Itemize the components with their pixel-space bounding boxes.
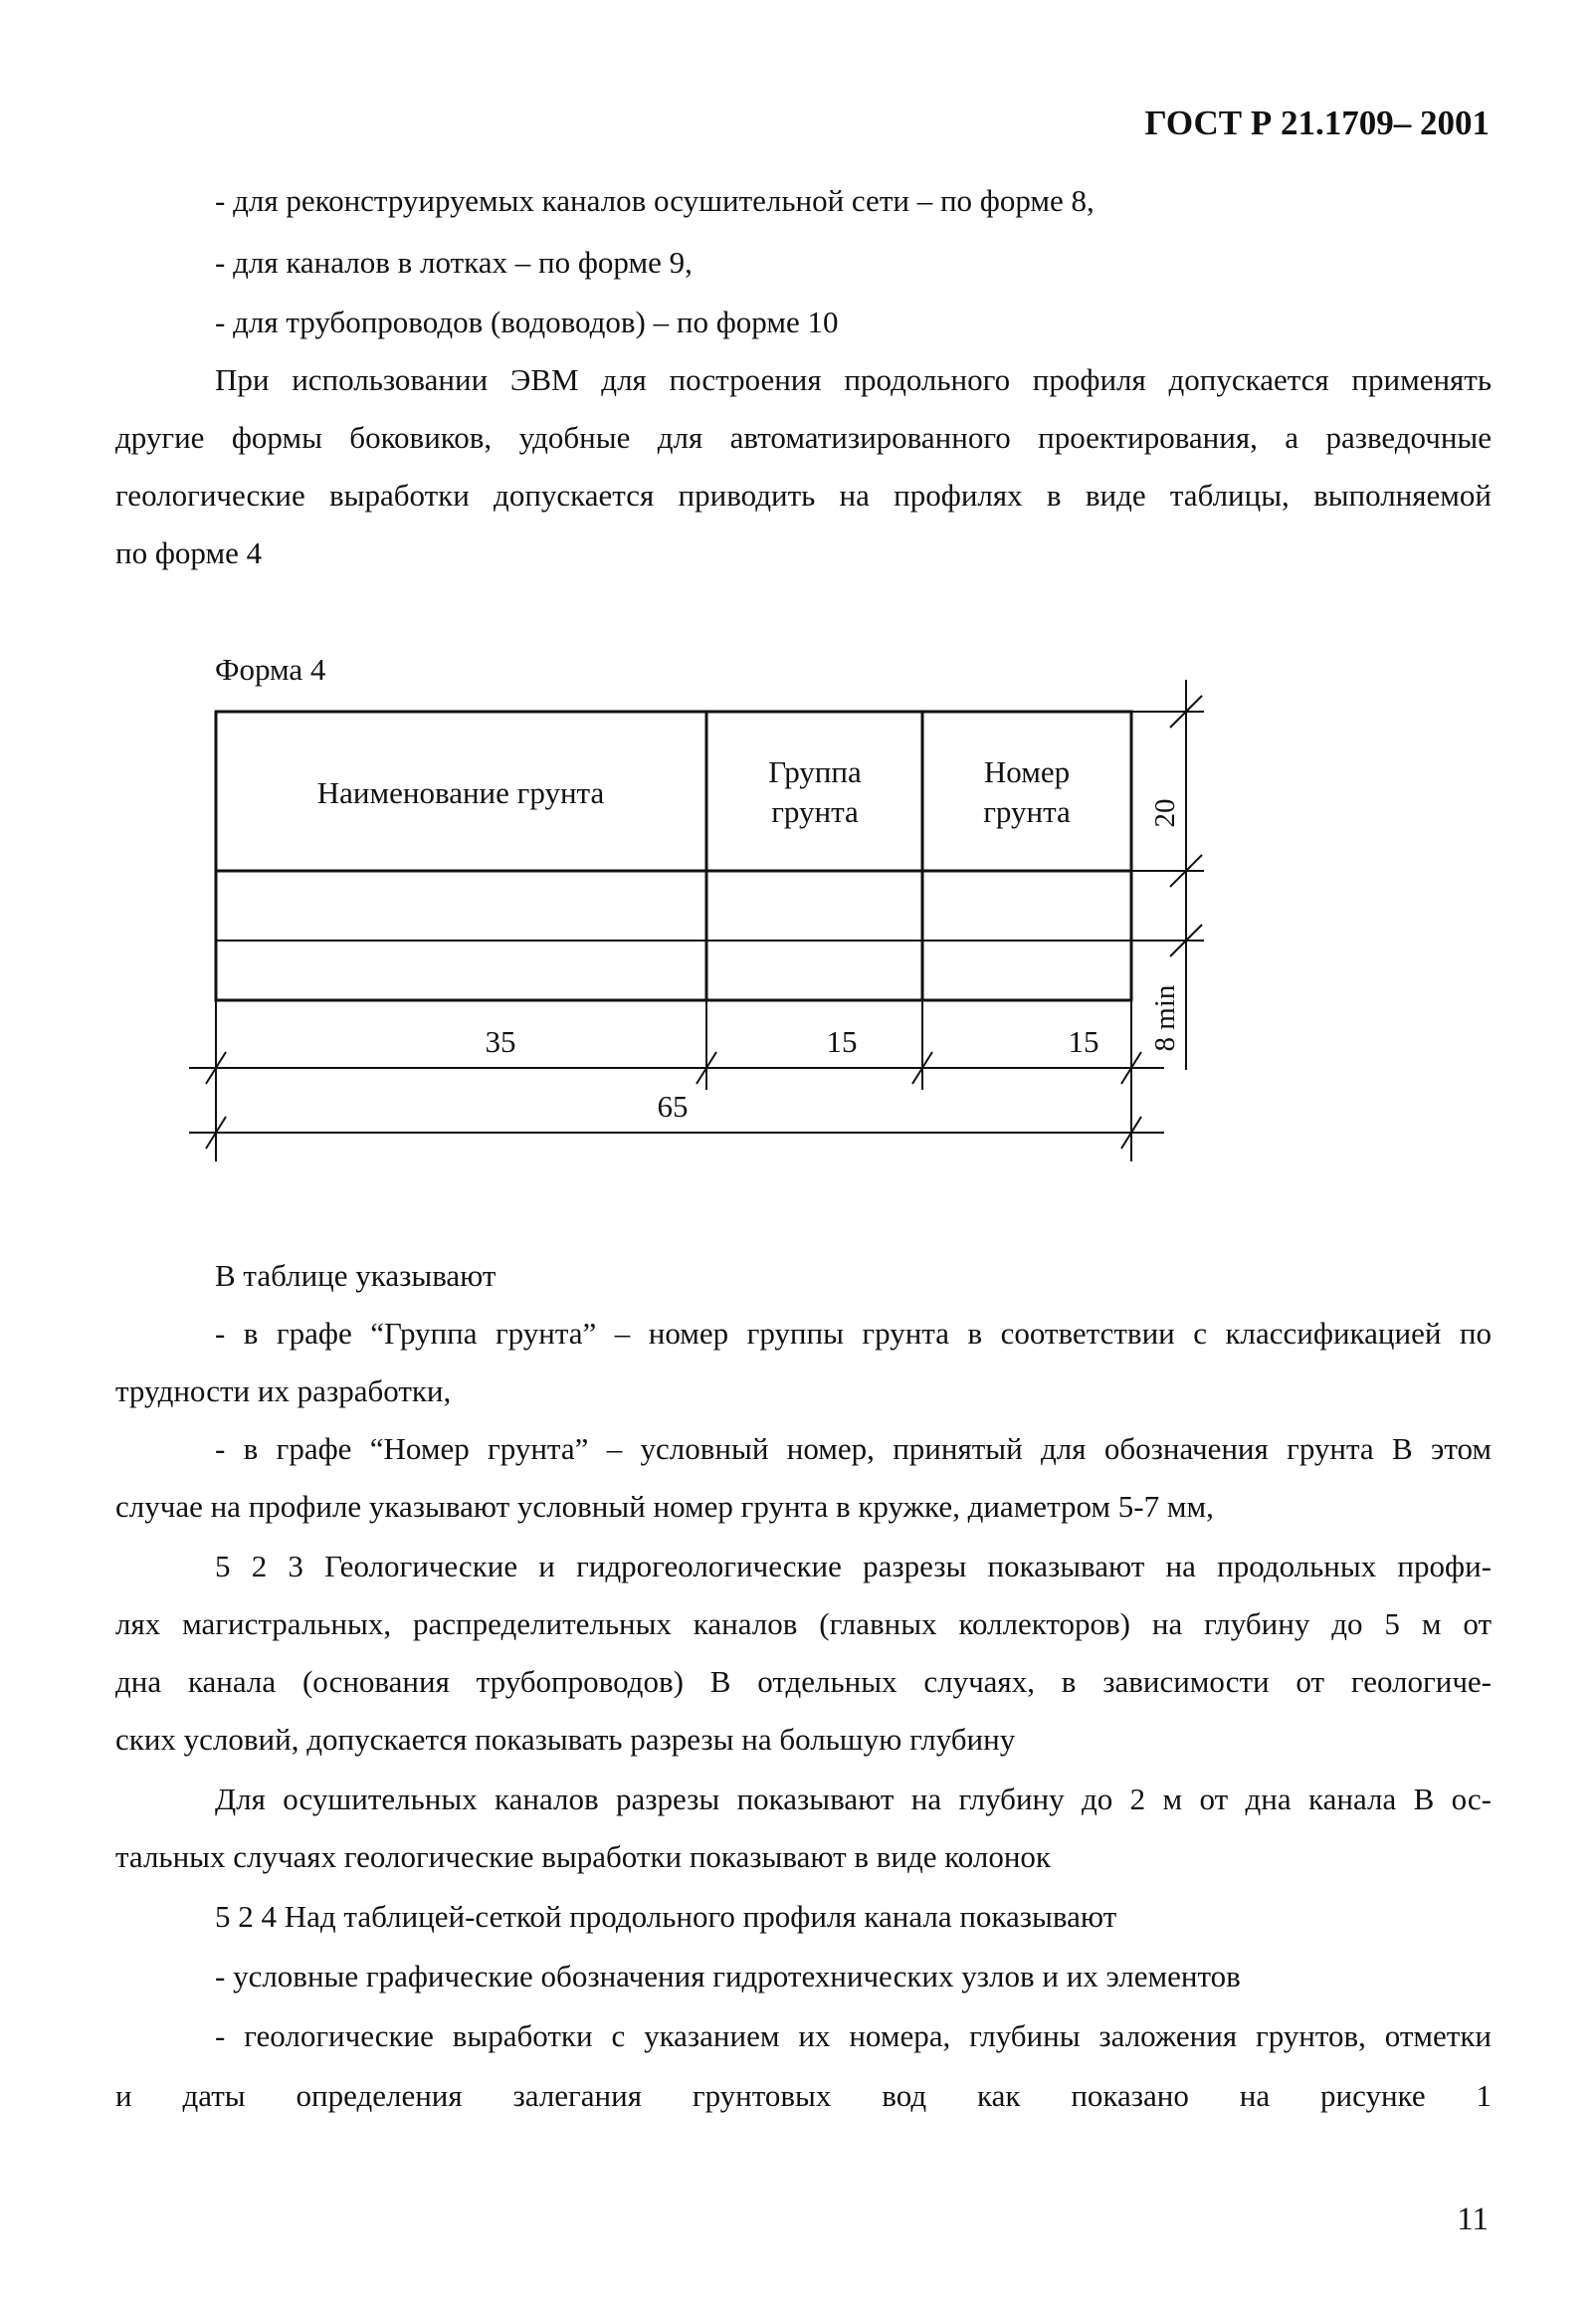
column-header-soil-name: Наименование грунта: [316, 775, 605, 810]
list-item: - для каналов в лотках – по форме 9,: [215, 245, 693, 280]
document-code-header: ГОСТ Р 21.1709– 2001: [1144, 104, 1490, 142]
paragraph-line: - в графе “Группа грунта” – номер группы грунта в соответствии с классификацией по: [215, 1316, 1492, 1351]
paragraph-line: - в графе “Номер грунта” – условный номер, принятый для обозначения грунта В этом: [215, 1431, 1492, 1466]
paragraph-line: дна канала (основания трубопроводов) В отдельных случаях, в зависимости от геологиче-: [115, 1664, 1492, 1699]
form4-table-figure: [169, 672, 1224, 1194]
column-header-soil-number-line1: Номер: [983, 754, 1071, 789]
list-item: - для реконструируемых каналов осушительной сети – по форме 8,: [215, 183, 1095, 218]
dim-label-row-height: 8 min: [1149, 984, 1181, 1052]
paragraph-line: тальных случаях геологические выработки показывают в виде колонок: [115, 1839, 1051, 1874]
page-number: 11: [1457, 2202, 1489, 2237]
column-header-soil-group-line1: Группа: [768, 754, 862, 789]
paragraph-line: Для осушительных каналов разрезы показывают на глубину до 2 м от дна канала В ос-: [215, 1782, 1492, 1816]
paragraph-line: - условные графические обозначения гидротехнических узлов и их элементов: [215, 1959, 1241, 1993]
dim-label-col2: 15: [826, 1024, 858, 1059]
dim-label-total: 65: [657, 1089, 689, 1124]
dim-label-col1: 35: [485, 1024, 516, 1059]
paragraph-line: лях магистральных, распределительных каналов (главных коллекторов) на глубину до 5 м от: [115, 1606, 1492, 1641]
dim-label-col3: 15: [1068, 1024, 1099, 1059]
paragraph-line: 5 2 3 Геологические и гидрогеологические разрезы показывают на продольных профи-: [215, 1549, 1492, 1583]
paragraph-line: При использовании ЭВМ для построения продольного профиля допускается применять: [215, 362, 1492, 397]
paragraph-line: и даты определения залегания грунтовых вод как показано на рисунке 1: [115, 2078, 1492, 2113]
paragraph-line: трудности их разработки,: [115, 1373, 452, 1408]
form-label: Форма 4: [215, 652, 326, 687]
column-header-soil-number-line2: грунта: [983, 794, 1071, 829]
column-header-soil-group-line2: грунта: [771, 794, 859, 829]
paragraph-line: случае на профиле указывают условный номер грунта в кружке, диаметром 5-7 мм,: [115, 1489, 1214, 1524]
paragraph-line: геологические выработки допускается приводить на профилях в виде таблицы, выполняемой: [115, 478, 1492, 513]
dim-label-header-height: 20: [1149, 798, 1181, 828]
paragraph-line: другие формы боковиков, удобные для автоматизированного проектирования, а разведочные: [115, 420, 1492, 455]
paragraph-line: В таблице указывают: [215, 1258, 497, 1293]
paragraph-line: по форме 4: [115, 535, 263, 570]
paragraph-line: ских условий, допускается показывать разрезы на большую глубину: [115, 1722, 1016, 1757]
paragraph-line: - геологические выработки с указанием их номера, глубины заложения грунтов, отметки: [215, 2018, 1492, 2053]
list-item: - для трубопроводов (водоводов) – по форме 10: [215, 305, 839, 339]
paragraph-line: 5 2 4 Над таблицей-сеткой продольного профиля канала показывают: [215, 1899, 1117, 1934]
